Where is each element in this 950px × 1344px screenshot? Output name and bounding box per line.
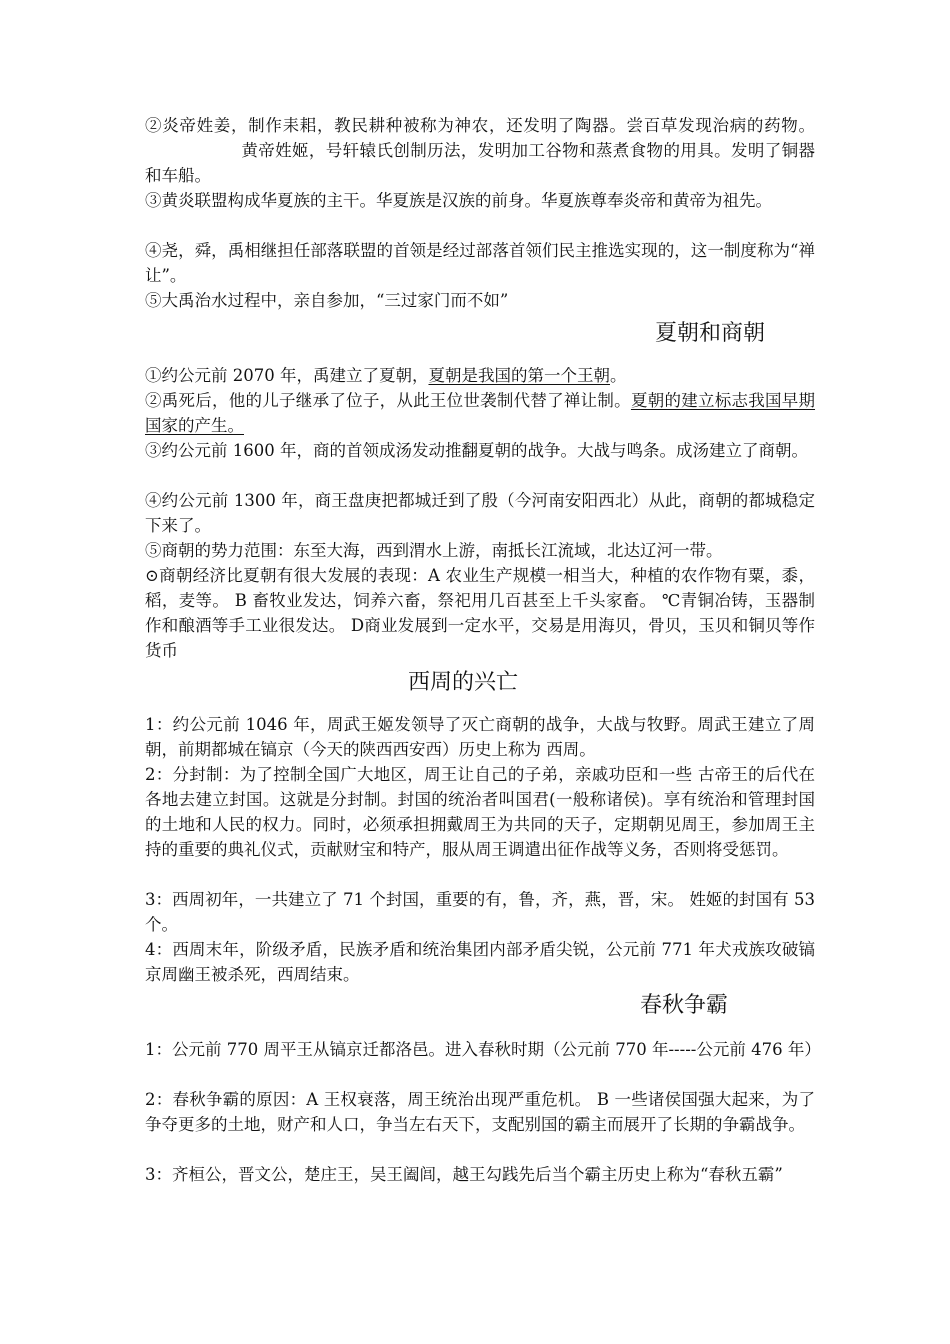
underlined-first-dynasty: 夏朝是我国的第一个王朝	[428, 366, 610, 385]
text-yandi: ②炎帝姓姜，制作耒耜，教民耕种被称为神农，还发明了陶器。尝百草发现治病的药物。	[145, 116, 815, 135]
paragraph-pangeng: ④约公元前 1300 年，商王盘庚把都城迁到了殷（今河南安阳西北）从此，商朝的都城稳定下来了。	[145, 491, 815, 535]
paragraph-shang-founding: ③约公元前 1600 年，商的首领成汤发动推翻夏朝的战争。大战与鸣条。成汤建立了商朝。	[145, 441, 808, 460]
paragraph-five-hegemons: 3：齐桓公，晋文公，楚庄王，吴王阖闾，越王勾践先后当个霸主历史上称为“春秋五霸”	[145, 1165, 783, 1184]
paragraph-hereditary: ②禹死后，他的儿子继承了位子，从此王位世袭制代替了禅让制。夏朝的建立标志我国早期国家的产生。	[145, 391, 816, 435]
paragraph-shanrang: ④尧，舜，禹相继担任部落联盟的首领是经过部落首领们民主推选实现的，这一制度称为“禅让”。	[145, 241, 815, 285]
paragraph-shang-economy: ⊙商朝经济比夏朝有很大发展的表现：A 农业生产规模一相当大，种植的农作物有粟，黍，稻，麦等。 B 畜牧业发达，饲养六畜，祭祀用几百甚至上千头家畜。 ℃青铜冶铸，玉器制作和酿酒等手工业很发达。 D商业发展到一定水平，交易是用海贝，骨贝，玉贝和铜贝等作货币	[145, 566, 815, 660]
underlined-early-state: 夏朝的建立标志我国早期国家的产生。	[145, 391, 816, 435]
heading-xia-shang: 夏朝和商朝	[655, 321, 766, 346]
paragraph-yan-huang	[145, 113, 815, 188]
paragraph-shang-territory: ⑤商朝的势力范围：东至大海，西到渭水上游，南抵长江流域，北达辽河一带。	[145, 541, 723, 560]
paragraph-dayu: ⑤大禹治水过程中，亲自参加，“三过家门而不如”	[145, 291, 509, 310]
paragraph-huaxia: ③黄炎联盟构成华夏族的主干。华夏族是汉族的前身。华夏族尊奉炎帝和黄帝为祖先。	[145, 191, 772, 210]
text-huangdi: 黄帝姓姬，号轩辕氏创制历法，发明加工谷物和蒸煮食物的用具。发明了铜器和车船。	[145, 141, 815, 185]
paragraph-capital-move: 1：公元前 770 周平王从镐京迁都洛邑。进入春秋时期（公元前 770 年-----公元前 476 年）	[145, 1040, 821, 1059]
paragraph-zhou-founding: 1：约公元前 1046 年，周武王姬发领导了灭亡商朝的战争，大战与牧野。周武王建立了周朝，前期都城在镐京（今天的陕西西安西）历史上称为 西周。	[145, 715, 815, 759]
paragraph-zhou-fall: 4：西周末年，阶级矛盾，民族矛盾和统治集团内部矛盾尖锐，公元前 771 年犬戎族攻破镐京周幽王被杀死，西周结束。	[145, 940, 815, 984]
paragraph-fengjian: 2：分封制：为了控制全国广大地区，周王让自己的子弟，亲戚功臣和一些 古帝王的后代在各地去建立封国。这就是分封制。封国的统治者叫国君(一般称诸侯)。享有统治和管理封国的土地和人民的权力。同时，必须承担拥戴周王为共同的天子，定期朝见周王，参加周王主持的重要的典礼仪式，贡献财宝和特产，服从周王调遣出征作战等义务，否则将受惩罚。	[145, 765, 815, 859]
paragraph-fiefdoms: 3：西周初年，一共建立了 71 个封国，重要的有，鲁，齐，燕，晋，宋。 姓姬的封国有 53 个。	[145, 890, 815, 934]
paragraph-xia-founding: ①约公元前 2070 年，禹建立了夏朝，夏朝是我国的第一个王朝。	[145, 366, 627, 385]
heading-western-zhou: 西周的兴亡	[408, 670, 519, 695]
paragraph-hegemony-reasons: 2：春秋争霸的原因：A 王权衰落，周王统治出现严重危机。 B 一些诸侯国强大起来，为了争夺更多的土地，财产和人口，争当左右天下，支配别国的霸主而展开了长期的争霸战争。	[145, 1090, 815, 1134]
heading-spring-autumn: 春秋争霸	[640, 993, 729, 1018]
